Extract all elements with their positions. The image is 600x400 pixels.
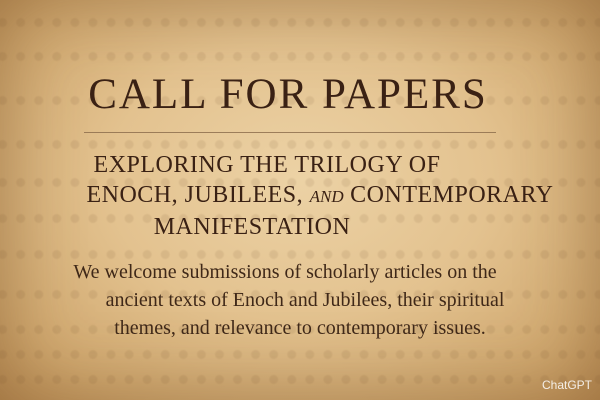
chatgpt-watermark: ChatGPT: [541, 378, 592, 392]
subtitle-line-2-part-1: ENOCH, JUBILEES,: [86, 182, 310, 208]
description-line-1: We welcome submissions of scholarly articles on the: [73, 261, 497, 283]
subtitle-line-2: [40, 180, 600, 212]
subtitle-line-3: MANIFESTATION: [153, 214, 351, 240]
poster-title: CALL FOR PAPERS: [88, 71, 488, 118]
title-divider: [84, 132, 496, 133]
subtitle-line-2-part-2: CONTEMPORARY: [343, 182, 554, 208]
description-line-2: ancient texts of Enoch and Jubilees, their spiritual: [105, 289, 505, 311]
poster-description: [30, 258, 570, 342]
subtitle-line-1: EXPLORING THE TRILOGY OF: [93, 152, 441, 178]
subtitle-and: AND: [309, 187, 344, 206]
description-line-3: themes, and relevance to contemporary issues.: [114, 317, 486, 339]
poster-subtitle: [40, 150, 600, 242]
